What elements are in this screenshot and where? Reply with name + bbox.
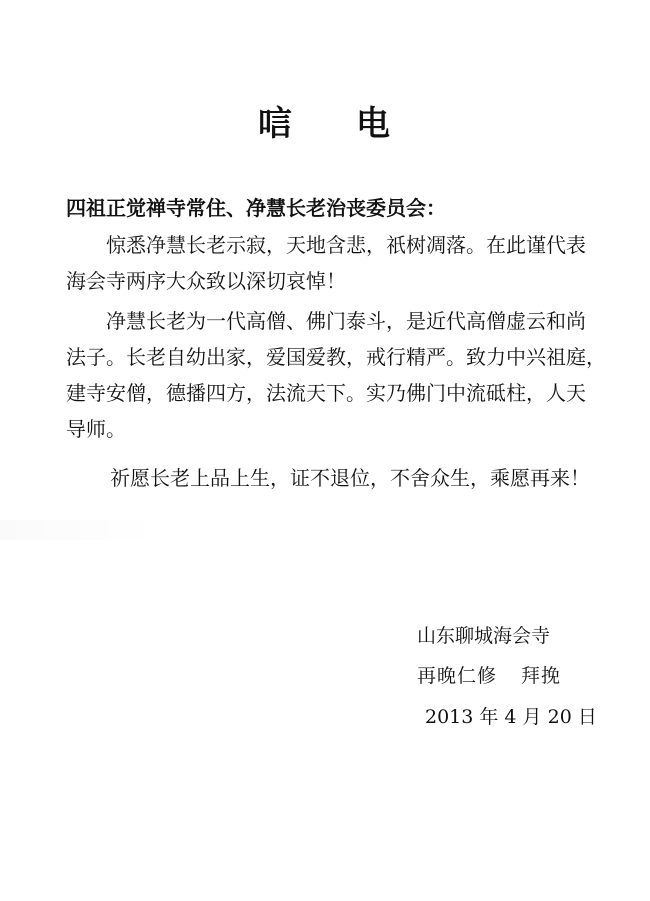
signature-action: 拜挽 — [521, 665, 562, 687]
paragraph-1-line-1: 惊悉净慧长老示寂，天地含悲，祇树凋落。在此谨代表 — [106, 233, 586, 257]
paragraph-2 — [66, 303, 606, 447]
title-char-2: 电 — [356, 104, 392, 144]
signature-organization: 山东聊城海会寺 — [417, 625, 551, 647]
paragraph-1-line-2: 海会寺两序大众致以深切哀悼！ — [66, 269, 346, 293]
document-title — [0, 96, 650, 145]
signature-person: 再晚仁修 — [417, 665, 498, 687]
signature-line — [417, 661, 561, 688]
paragraph-2-line-4: 导师。 — [66, 417, 126, 441]
title-char-1: 唁 — [258, 104, 294, 144]
paragraph-2-line-1: 净慧长老为一代高僧、佛门泰斗，是近代高僧虚云和尚 — [106, 309, 586, 333]
scan-artifact — [0, 520, 160, 540]
paragraph-3 — [66, 460, 596, 496]
paragraph-1 — [66, 227, 596, 299]
signature-date: 2013 年 4 月 20 日 — [425, 706, 597, 728]
paragraph-2-line-3: 建寺安僧，德播四方，法流天下。实乃佛门中流砥柱，人天 — [66, 381, 586, 405]
salutation: 四祖正觉禅寺常住、净慧长老治丧委员会： — [66, 196, 446, 220]
paragraph-3-line-1: 祈愿长老上品上生，证不退位，不舍众生，乘愿再来！ — [110, 466, 590, 490]
paragraph-2-line-2: 法子。长老自幼出家，爱国爱教，戒行精严。致力中兴祖庭， — [66, 345, 606, 369]
